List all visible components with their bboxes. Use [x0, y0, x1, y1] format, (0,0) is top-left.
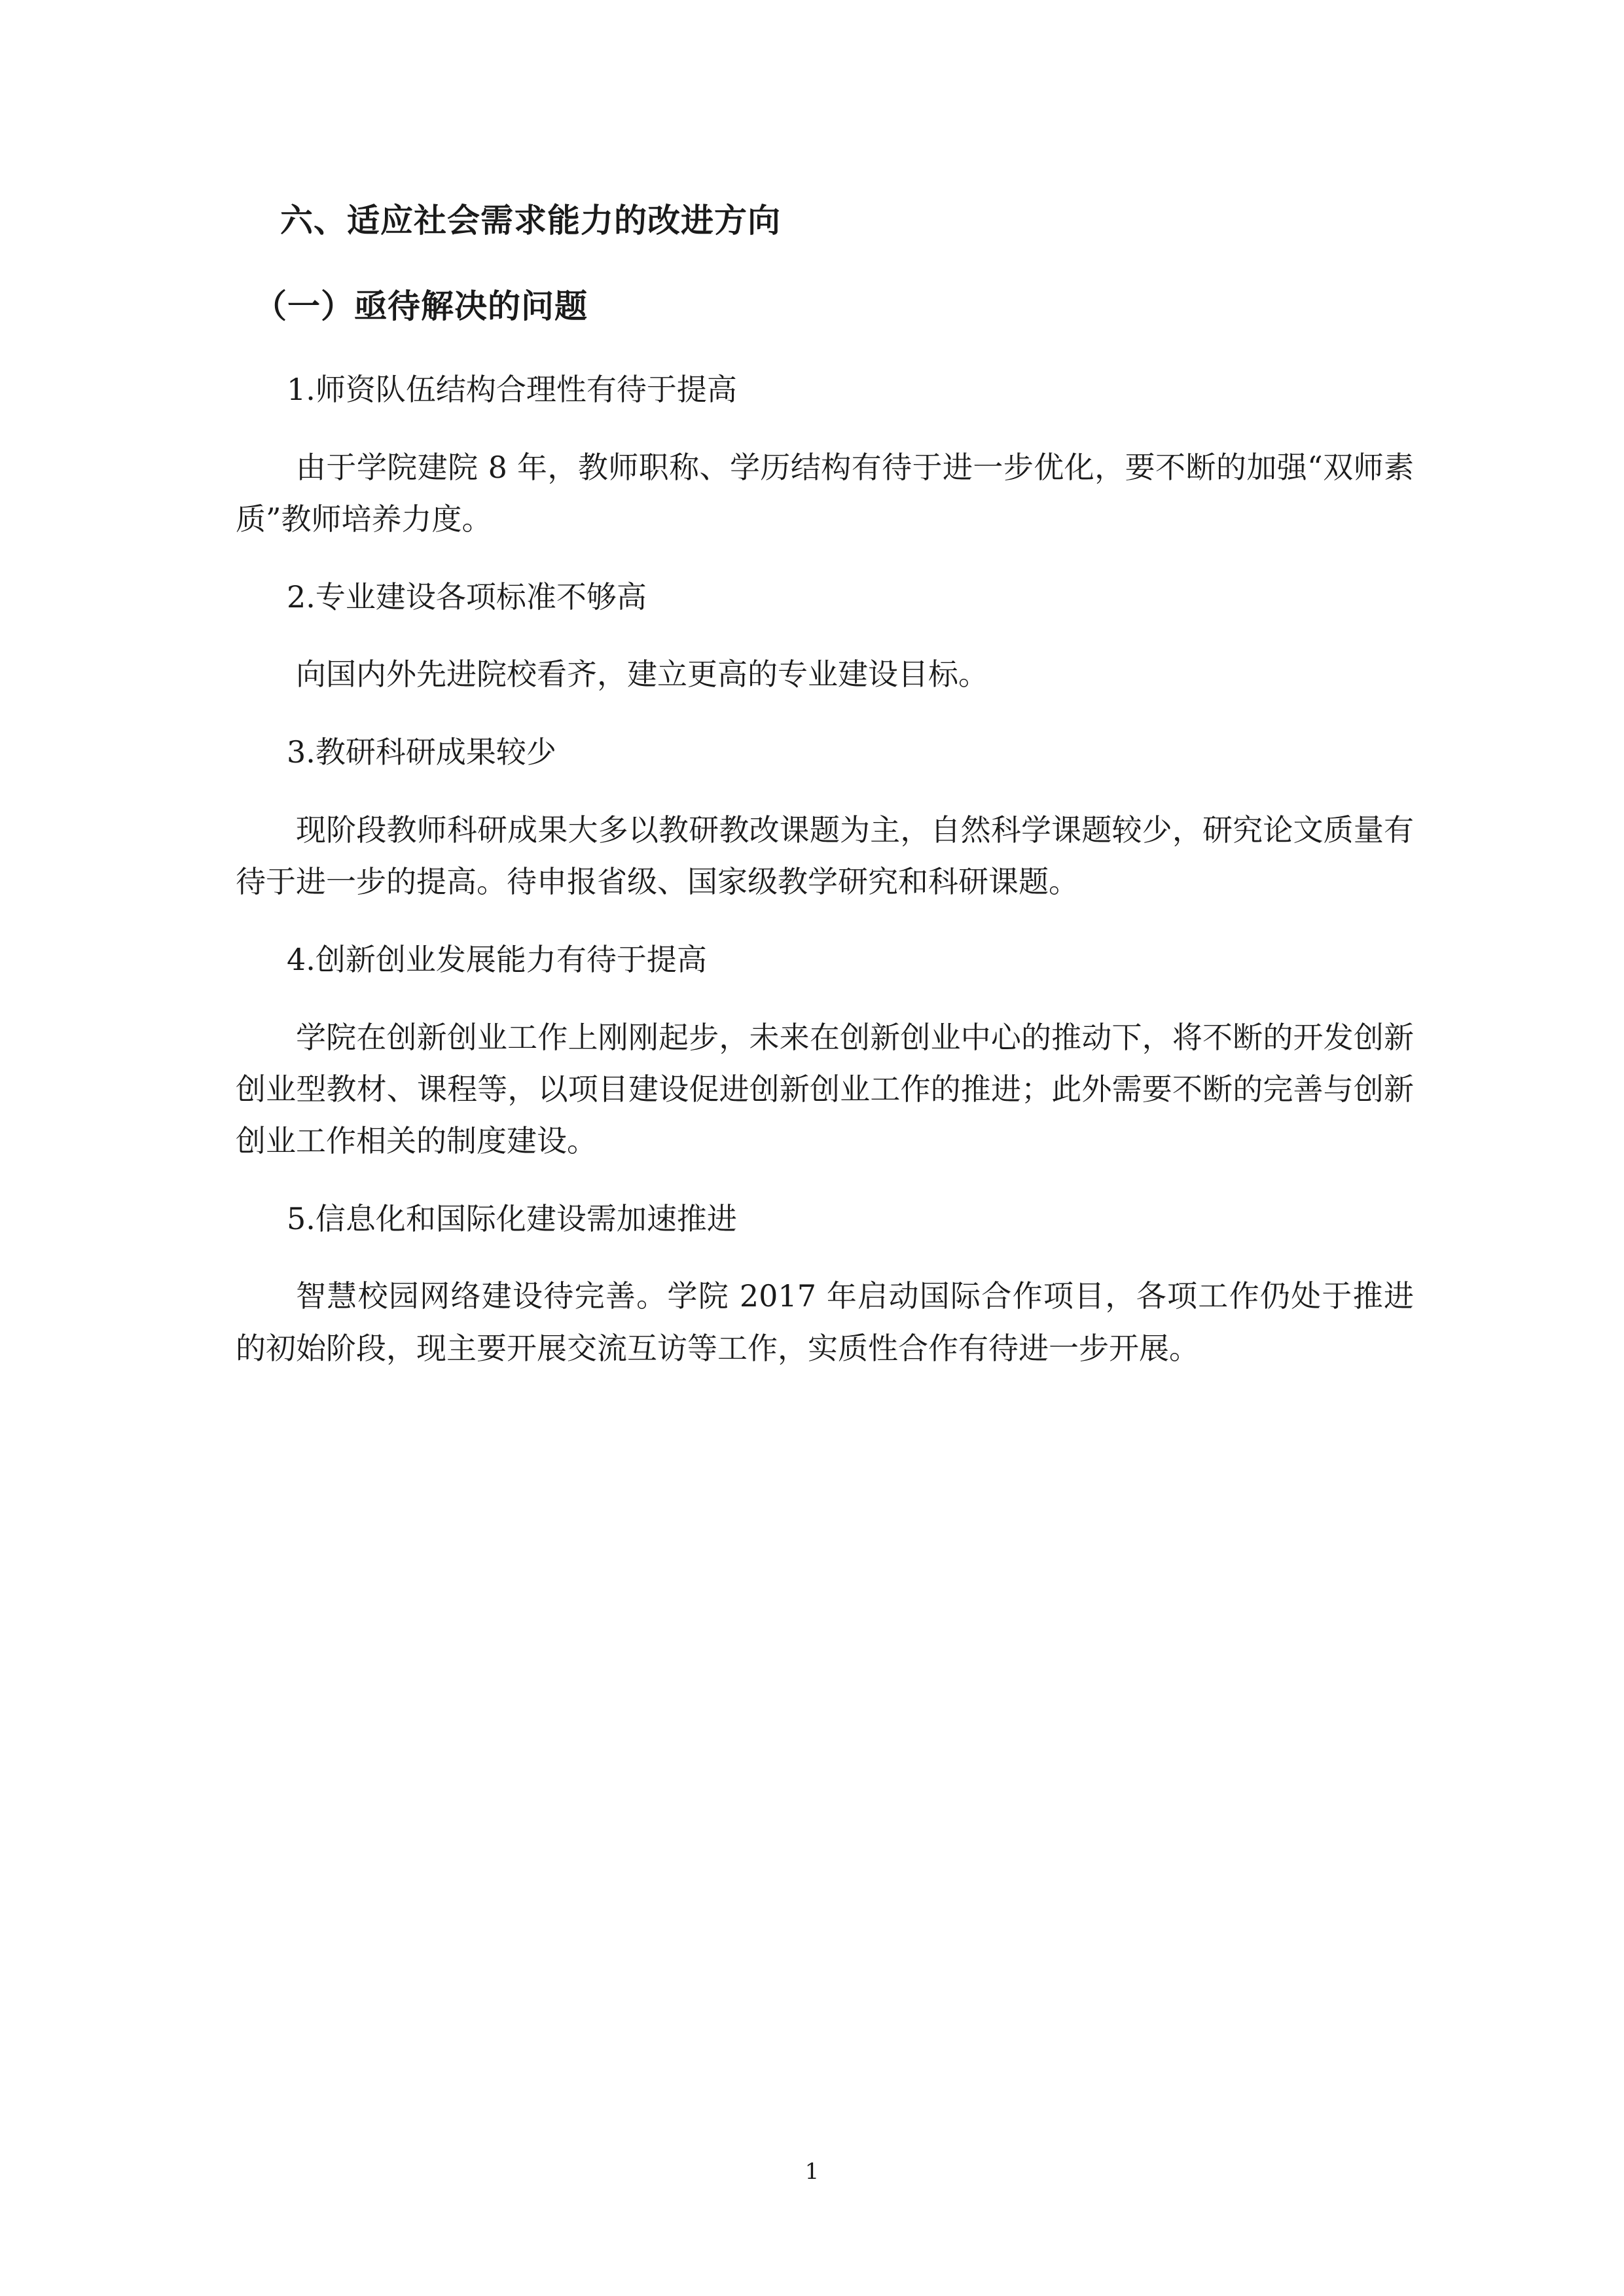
item-heading: 4.创新创业发展能力有待于提高 — [287, 942, 707, 978]
item-paragraph: 智慧校园网络建设待完善。学院 2017 年启动国际合作项目，各项工作仍处于推进的初始阶段，现主要开展交流互访等工作，实质性合作有待进一步开展。 — [236, 1278, 1414, 1366]
item-heading: 2.专业建设各项标准不够高 — [287, 579, 647, 615]
item-heading: 3.教研科研成果较少 — [287, 734, 556, 770]
document-body — [236, 196, 1414, 1374]
item-paragraph: 向国内外先进院校看齐，建立更高的专业建设目标。 — [296, 656, 988, 692]
item-heading: 1.师资队伍结构合理性有待于提高 — [287, 372, 737, 407]
item-paragraph: 由于学院建院 8 年，教师职称、学历结构有待于进一步优化，要不断的加强“双师素质”教师培养力度。 — [236, 449, 1414, 537]
section-heading: 六、适应社会需求能力的改进方向 — [280, 202, 781, 240]
page-number: 1 — [804, 2159, 820, 2185]
item-paragraph: 学院在创新创业工作上刚刚起步，未来在创新创业中心的推动下，将不断的开发创新创业型教材、课程等，以项目建设促进创新创业工作的推进；此外需要不断的完善与创新创业工作相关的制度建设。 — [236, 1019, 1414, 1158]
subsection-heading: （一）亟待解决的问题 — [254, 287, 588, 325]
item-paragraph: 现阶段教师科研成果大多以教研教改课题为主，自然科学课题较少，研究论文质量有待于进一步的提高。待申报省级、国家级教学研究和科研课题。 — [236, 812, 1414, 899]
item-heading: 5.信息化和国际化建设需加速推进 — [287, 1200, 737, 1236]
